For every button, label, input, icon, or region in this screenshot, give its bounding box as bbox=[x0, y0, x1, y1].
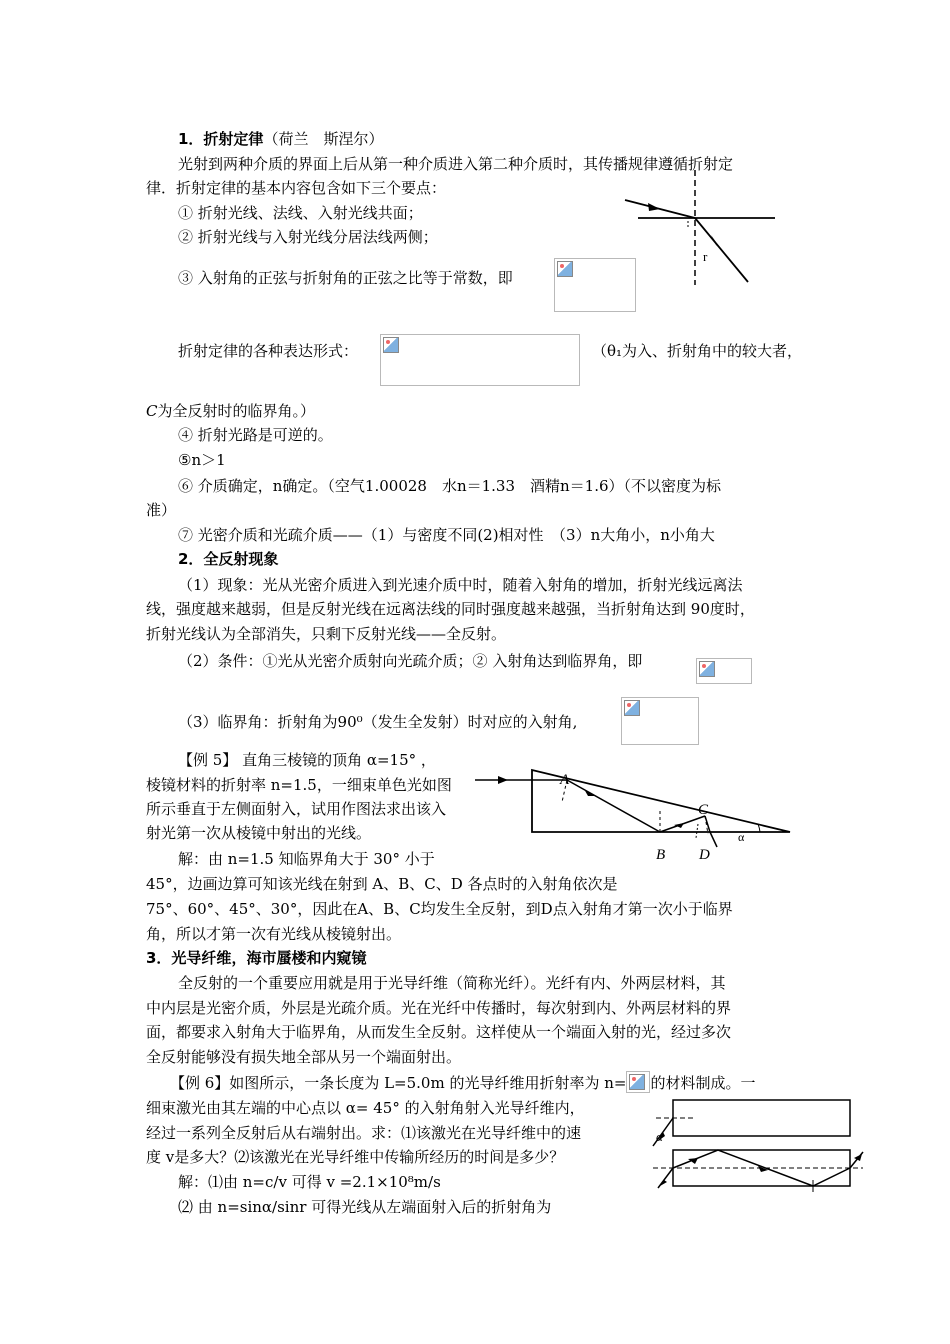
example-5-line-8: 角，所以才第一次有光线从棱镜射出。 bbox=[146, 925, 402, 943]
section-1-title: 1．折射定律 bbox=[178, 130, 264, 148]
critical-angle-text: 为全反射时的临界角。） bbox=[157, 402, 315, 420]
point-6-cont: 准） bbox=[146, 501, 177, 519]
angle-label-r: r bbox=[703, 249, 708, 264]
example-6-line-2: 细束激光由其左端的中心点以 α= 45° 的入射角射入光导纤维内， bbox=[146, 1099, 585, 1117]
image-placeholder-icon bbox=[629, 1074, 645, 1090]
example-5-line-3: 所示垂直于左侧面射入，试用作图法求出该入 bbox=[146, 800, 447, 818]
image-placeholder-icon bbox=[624, 700, 640, 716]
example-6-line-3: 经过一系列全反射后从右端射出。求：⑴该激光在光导纤维中的速 bbox=[146, 1124, 582, 1142]
ray-a-b bbox=[567, 780, 660, 832]
formula-image-forms bbox=[380, 334, 580, 386]
section-1-paragraph-cont: 律．折射定律的基本内容包含如下三个要点： bbox=[146, 179, 447, 197]
incident-arrow bbox=[648, 203, 660, 211]
example-5-line-7: 75°、60°、45°、30°，因此在A、B、C均发生全反射，到D点入射角才第一次小于临界 bbox=[146, 900, 733, 918]
example-5-line-4: 射光第一次从棱镜中射出的光线。 bbox=[146, 824, 372, 842]
fiber-paragraph-3: 面，都要求入射角大于临界角，从而发生全反射。这样使从一个端面入射的光，经过多次 bbox=[146, 1023, 732, 1041]
exit-ray-fiber bbox=[850, 1152, 863, 1168]
point-5: ⑤n＞1 bbox=[178, 451, 226, 469]
image-placeholder-icon bbox=[383, 337, 399, 353]
section-2-title: 2．全反射现象 bbox=[178, 550, 279, 568]
image-placeholder-icon bbox=[557, 261, 573, 277]
critical-angle-line: （3）临界角：折射角为90⁰（发生全发射）时对应的入射角, bbox=[178, 713, 578, 731]
prism-outline bbox=[532, 770, 790, 832]
critical-angle-note bbox=[146, 400, 315, 422]
fiber-paragraph-1: 全反射的一个重要应用就是用于光导纤维（简称光纤）。光纤有内、外两层材料，其 bbox=[178, 974, 726, 992]
point-label-c: C bbox=[698, 802, 709, 818]
example-6-line-6: ⑵ 由 n=sinα/sinr 可得光线从左端面射入后的折射角为 bbox=[178, 1198, 552, 1216]
formula-image-index bbox=[626, 1071, 650, 1093]
section-3-title: 3．光导纤维，海市蜃楼和内窥镜 bbox=[146, 949, 367, 967]
point-4: ④ 折射光路是可逆的。 bbox=[178, 426, 333, 444]
section-1-title-note: （荷兰 斯涅尔） bbox=[263, 130, 384, 148]
example-6-line-5: 解：⑴由 n=c/v 可得 v =2.1×10⁸m/s bbox=[178, 1173, 441, 1191]
expression-forms: 折射定律的各种表达形式： bbox=[178, 342, 359, 360]
point-6: ⑥ 介质确定，n确定。（空气1.00028 水n＝1.33 酒精n＝1.6）（不以密度为标 bbox=[178, 477, 722, 495]
expression-note: （θ₁为入、折射角中的较大者， bbox=[592, 342, 803, 360]
condition-line: （2）条件：①光从光密介质射向光疏介质；② 入射角达到临界角，即 bbox=[178, 652, 643, 670]
example-6-line-1a: 【例 6】如图所示，一条长度为 L=5.0m 的光导纤维用折射率为 n= bbox=[170, 1074, 627, 1092]
image-placeholder-icon bbox=[699, 661, 715, 677]
point-1: ① 折射光线、法线、入射光线共面； bbox=[178, 204, 423, 222]
angle-label-alpha-fiber: α bbox=[656, 1129, 663, 1144]
example-6-line-1b: 的材料制成。一 bbox=[650, 1074, 756, 1092]
point-3: ③ 入射角的正弦与折射角的正弦之比等于常数，即 bbox=[178, 269, 513, 287]
fiber-paragraph-2: 中内层是光密介质，外层是光疏介质。光在光纤中传播时，每次射到内、外两层材料的界 bbox=[146, 999, 732, 1017]
phenomenon-line-2: 线，强度越来越弱，但是反射光线在远离法线的同时强度越来越强，当折射角达到 90度时， bbox=[146, 600, 755, 618]
example-5-line-5: 解：由 n=1.5 知临界角大于 30° 小于 bbox=[178, 850, 435, 868]
example-5-line-1: 【例 5】 直角三棱镜的顶角 α=15° ， bbox=[178, 751, 436, 769]
point-label-a: A bbox=[560, 772, 570, 788]
phenomenon-line-1: （1）现象：光从光密介质进入到光速介质中时，随着入射角的增加，折射光线远离法 bbox=[178, 576, 743, 594]
section-1-heading bbox=[178, 128, 383, 150]
formula-image-condition bbox=[696, 658, 752, 684]
example-5-line-6: 45°，边画边算可知该光线在射到 A、B、C、D 各点时的入射角依次是 bbox=[146, 875, 618, 893]
angle-label-alpha: α bbox=[738, 830, 745, 844]
point-label-d: D bbox=[699, 847, 710, 863]
point-7: ⑦ 光密介质和光疏介质——（1）与密度不同(2)相对性 （3）n大角小，n小角大 bbox=[178, 526, 715, 544]
formula-image-critical bbox=[621, 697, 699, 745]
phenomenon-line-3: 折射光线认为全部消失，只剩下反射光线——全反射。 bbox=[146, 625, 507, 643]
section-1-paragraph: 光射到两种介质的界面上后从第一种介质进入第二种介质时，其传播规律遵循折射定 bbox=[178, 155, 734, 173]
exit-ray bbox=[710, 832, 717, 847]
symbol-c: C bbox=[146, 402, 158, 420]
example-6-line-4: 度 v是多大？⑵该激光在光导纤维中传输所经历的时间是多少？ bbox=[146, 1148, 565, 1166]
prism-diagram bbox=[470, 762, 800, 867]
example-5-line-2: 棱镜材料的折射率 n=1.5，一细束单色光如图 bbox=[146, 776, 452, 794]
fiber-side-view bbox=[673, 1100, 850, 1136]
refraction-diagram bbox=[620, 165, 780, 290]
optical-fiber-diagram bbox=[648, 1088, 868, 1198]
point-2: ② 折射光线与入射光线分居法线两侧； bbox=[178, 228, 438, 246]
point-label-b: B bbox=[656, 847, 666, 863]
fiber-paragraph-4: 全反射能够没有损失地全部从另一个端面射出。 bbox=[146, 1048, 462, 1066]
